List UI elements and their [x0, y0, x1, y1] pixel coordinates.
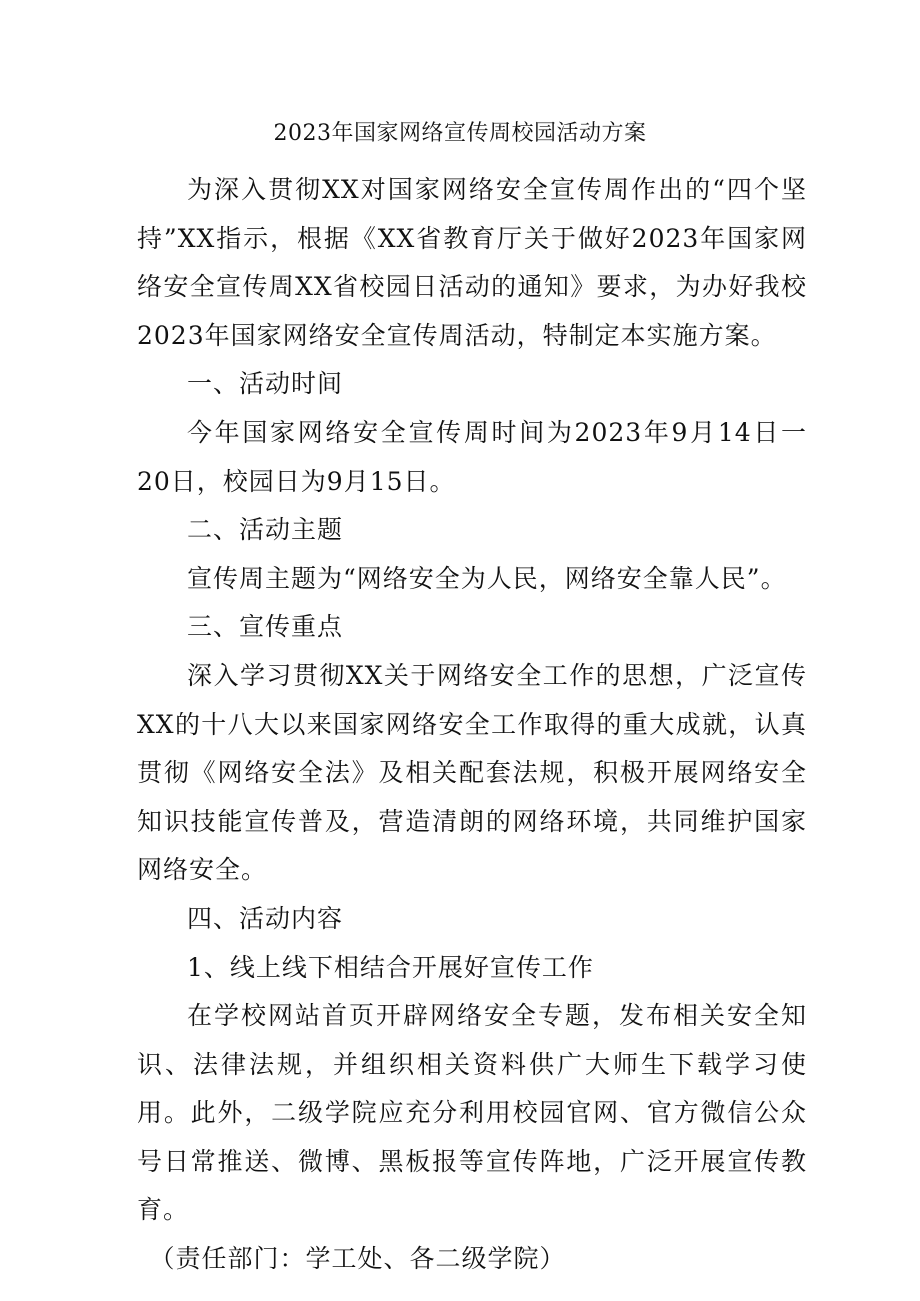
section-heading-theme: 二、活动主题 [187, 515, 344, 545]
content-paragraph: 在学校网站首页开辟网络安全专题，发布相关安全知识、法律法规，并组织相关资料供广大师生下载学习使用。此外，二级学院应充分利用校园官网、官方微信公众号日常推送、微博、黑板报等宣传阵地，广泛开展宣传教育。 [137, 1001, 807, 1225]
section-heading-focus: 三、宣传重点 [187, 612, 344, 642]
document-body [137, 166, 807, 1284]
intro-paragraph: 为深入贯彻XX对国家网络安全宣传周作出的“四个坚持”XX指示，根据《XX省教育厅关于做好2023年国家网络安全宣传周XX省校园日活动的通知》要求，为办好我校2023年国家网络安全宣传周活动，特制定本实施方案。 [137, 175, 807, 350]
document-title: 2023年国家网络宣传周校园活动方案 [273, 121, 647, 146]
theme-paragraph: 宣传周主题为“网络安全为人民，网络安全靠人民”。 [187, 563, 787, 593]
focus-paragraph: 深入学习贯彻XX关于网络安全工作的思想，广泛宣传XX的十八大以来国家网络安全工作取得的重大成就，认真贯彻《网络安全法》及相关配套法规，积极开展网络安全知识技能宣传普及，营造清朗的网络环境，共同维护国家网络安全。 [137, 660, 807, 885]
responsible-department-note: （责任部门：学工处、各二级学院） [149, 1244, 566, 1274]
section-heading-time: 一、活动时间 [187, 369, 344, 399]
subsection-heading-online-offline: 1、线上线下相结合开展好宣传工作 [187, 952, 594, 982]
section-heading-content: 四、活动内容 [187, 903, 344, 933]
time-paragraph: 今年国家网络安全宣传周时间为2023年9月14日一20日，校园日为9月15日。 [137, 417, 807, 496]
